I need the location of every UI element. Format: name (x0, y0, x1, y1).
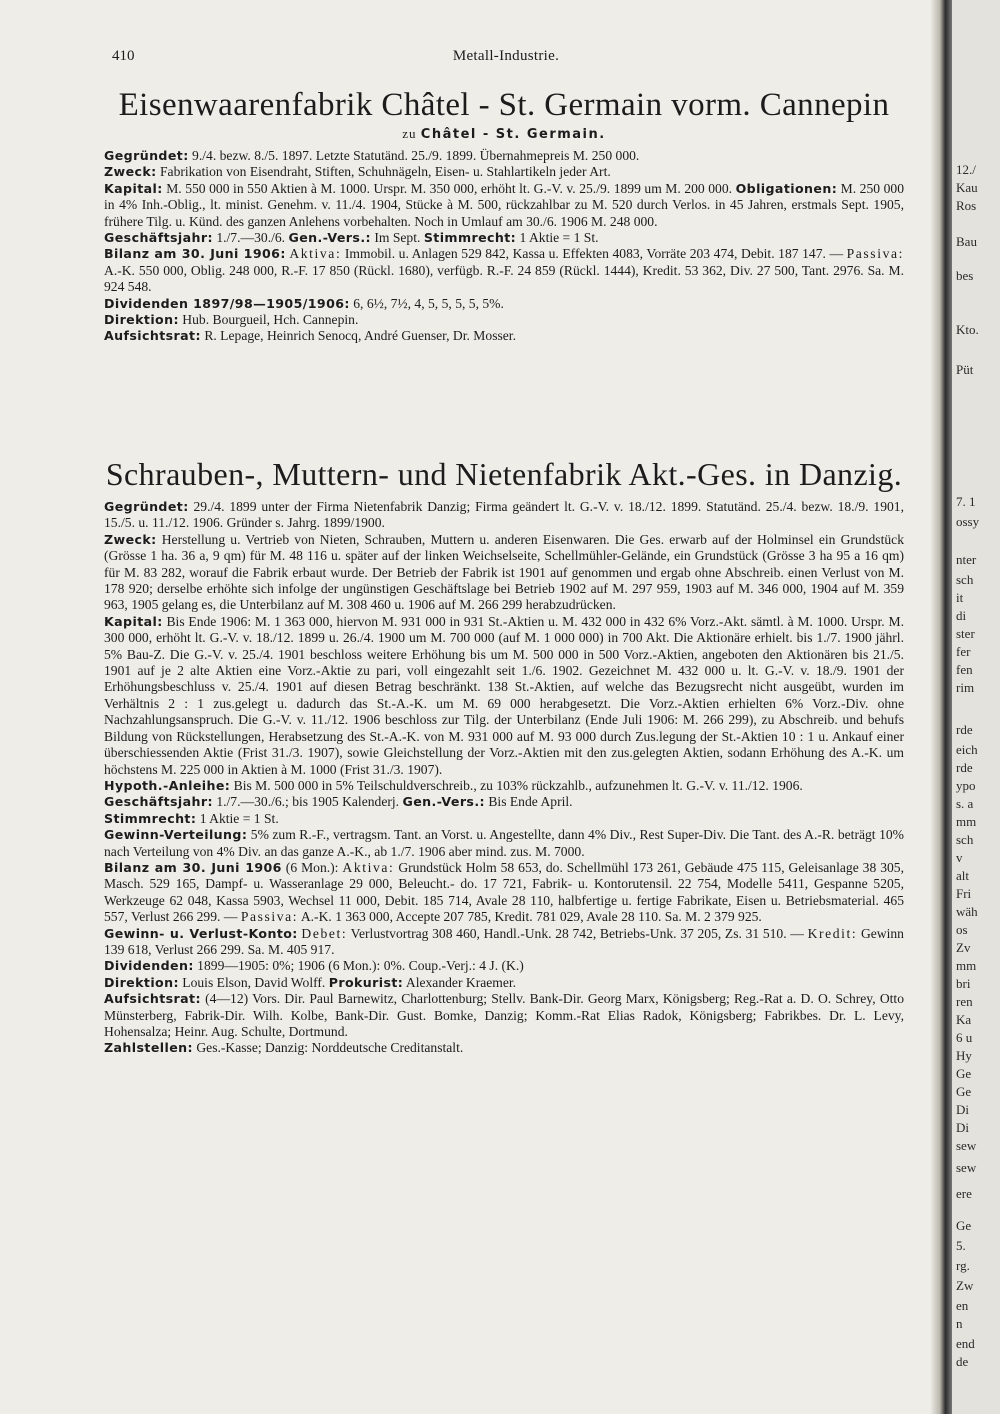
adjacent-page-text: ster (956, 626, 975, 641)
entry-geschaeftsjahr: Geschäftsjahr: 1./7.—30./6.; bis 1905 Kalenderj. Gen.-Vers.: Bis Ende April. (104, 794, 573, 810)
adjacent-page-text: fen (956, 662, 973, 677)
entry-zweck: Zweck: Fabrikation von Eisendraht, Stiften, Schuhnägeln, Eisen- u. Stahlartikeln jeder Art. (104, 164, 611, 180)
adjacent-page-text: sew (956, 1138, 977, 1153)
adjacent-page-text: v (956, 850, 963, 865)
adjacent-page-text: Di (956, 1102, 969, 1117)
adjacent-page-text: bes (956, 268, 974, 283)
adjacent-page-text: de (956, 1354, 969, 1369)
adjacent-page-text: sch (956, 572, 974, 587)
entry-gegruendet: Gegründet: 9./4. bezw. 8./5. 1897. Letzte Statutänd. 25./9. 1899. Übernahmepreis M. 250 000. (104, 148, 640, 163)
entry-aufsichtsrat: Aufsichtsrat: (4—12) Vors. Dir. Paul Barnewitz, Charlottenburg; Stellv. Bank-Dir. Georg Marx, Königsberg; Reg.-Rat a. D. O. Schrey, Otto Münsterberg, Fabrik-Dir. Wilh. Kolbe, Bank-Dir. Gust. Bomke, Danzig; Komm.-Rat Elias Radok, Königsberg; Fabrikbes. Dr. L. Levy, Hohensalza; Heinr. Aug. Schulte, Dortmund. (104, 991, 904, 1039)
entry-kapital: Kapital: M. 550 000 in 550 Aktien à M. 1000. Urspr. M. 350 000, erhöht lt. G.-V. v. 25./9. 1899 um M. 200 000. Obligationen: M. 250 000 in 4% Inh.-Oblig., lt. minist. Genehm. v. 11./4. 1904, Stücke à M. 500, rückzahlbar zu M. 520 durch Verlos. in 45 Jahren, erstmals Sept. 1905, frühere Tilg. u. Künd. des ganzen Anlehens vorbehalten. Noch in Umlauf am 30./6. 1906 M. 248 000. (104, 180, 904, 229)
adjacent-page-text: ren (956, 994, 973, 1009)
page-number: 410 (112, 48, 135, 64)
adjacent-page-text: it (956, 590, 964, 605)
adjacent-page-text: 12./ (956, 162, 976, 177)
adjacent-page-text: rde (956, 760, 973, 775)
entry-stimmrecht: Stimmrecht: 1 Aktie = 1 St. (104, 810, 279, 826)
adjacent-page-text: bri (956, 976, 971, 991)
adjacent-page-text: ossy (956, 514, 980, 529)
adjacent-page-text: sew (956, 1160, 977, 1175)
entry-dividenden: Dividenden: 1899—1905: 0%; 1906 (6 Mon.): 0%. Coup.-Verj.: 4 J. (K.) (104, 958, 524, 974)
company-title: Eisenwaarenfabrik Châtel - St. Germain vorm. Cannepin (118, 87, 890, 123)
adjacent-page-text: n (956, 1316, 963, 1331)
company-subtitle (104, 126, 904, 142)
adjacent-page-text: rim (956, 680, 975, 695)
adjacent-page-text: os (956, 922, 968, 937)
adjacent-page-text: ypo (956, 778, 976, 793)
adjacent-page-text: Ge (956, 1066, 972, 1081)
entry-aufsichtsrat: Aufsichtsrat: R. Lepage, Heinrich Senocq, André Guenser, Dr. Mosser. (104, 328, 516, 344)
adjacent-page-text: Kau (956, 180, 978, 195)
adjacent-page-text: 5. (956, 1238, 966, 1253)
adjacent-page-text: Püt (956, 362, 974, 377)
adjacent-page-text: rde (956, 722, 973, 737)
subtitle-prefix: zu (402, 126, 417, 141)
entry-gewinn-verteilung: Gewinn-Verteilung: 5% zum R.-F., vertragsm. Tant. an Vorst. u. Angestellte, dann 4% Div., Rest Super-Div. Die Tant. des A.-R. beträgt 10% nach Verteilung von 4% Div. an das ganze A.-K., ab 1./7. 1906 aber mind. zus. M. 7000. (104, 827, 904, 859)
adjacent-page-text: eich (956, 742, 978, 757)
adjacent-page-text: Fri (956, 886, 972, 901)
adjacent-page-text: Zv (956, 940, 971, 955)
entry-bilanz: Bilanz am 30. Juni 1906 (6 Mon.): Aktiva: Grundstück Holm 58 653, do. Schellmühl 173 261, Gebäude 475 115, Geleisanlage 38 305, Masch. 529 165, Dampf- u. Wasseranlage 29 000, Beleucht.- do. 17 721, Fabrik- u. Kontorutensil. 22 754, Modelle 5411, Gespanne 5205, Werkzeuge 62 048, Kassa 5903, Wechsel 11 000, Debit. 185 714, Avale 28 110, halbfertige u. fertige Fabrikate, Eisen u. Betriebsmaterial. 465 557, Verlust 266 299. — Passiva: A.-K. 1 363 000, Accepte 207 785, Kredit. 781 029, Avale 28 110. Sa. M. 2 379 925. (104, 859, 904, 925)
adjacent-page-text: Ros (956, 198, 977, 213)
adjacent-page-text: Ge (956, 1084, 972, 1099)
adjacent-page-text: mm (956, 958, 977, 973)
entry-direktion: Direktion: Hub. Bourgueil, Hch. Cannepin. (104, 312, 359, 328)
entry-dividenden: Dividenden 1897/98—1905/1906: 6, 6½, 7½, 4, 5, 5, 5, 5, 5%. (104, 295, 504, 311)
adjacent-page-text: alt (956, 868, 969, 883)
adjacent-page-text: en (956, 1298, 969, 1313)
page-header (106, 48, 906, 72)
entry-hypoth-anleihe: Hypoth.-Anleihe: Bis M. 500 000 in 5% Teilschuldverschreib., zu 103% rückzahlb., aufzunehmen lt. G.-V. v. 11./12. 1906. (104, 777, 803, 793)
entry-zweck: Zweck: Herstellung u. Vertrieb von Nieten, Schrauben, Muttern u. anderen Eisenwaren. Die Ges. erwarb auf der Holminsel ein Grundstück (Grösse 1 ha. 36 a, 9 qm) für M. 48 116 u. später auf der linken Weichselseite, Schellmühler-Gelände, ein Grundstück (Grösse 3 ha 95 a 16 qm) für M. 83 282, worauf die Fabrik erbaut wurde. Der Betrieb der Fabrik ist 1901 auf genommen und ergab ohne Abschreib. einen Verlust von M. 178 920; derselbe erhöhte sich infolge der ungünstigen Geschäftslage bei Betrieb 1902 auf M. 297 959, 1903 auf M. 346 000, 1904 auf M. 359 963, 1905 gelang es, die Unterbilanz auf M. 308 460 u. 1906 auf M. 266 299 herabzudrücken. (104, 531, 904, 613)
adjacent-page-text: s. a (956, 796, 974, 811)
adjacent-page-fragment (952, 0, 1000, 1414)
adjacent-page-text: wäh (956, 904, 978, 919)
adjacent-page-text: end (956, 1336, 975, 1351)
adjacent-page-text: Hy (956, 1048, 972, 1063)
adjacent-page-text: ere (956, 1186, 972, 1201)
subtitle-place: Châtel - St. Germain. (420, 127, 606, 142)
adjacent-page-text: di (956, 608, 967, 623)
entry-gewinn-verlust: Gewinn- u. Verlust-Konto: Debet: Verlustvortrag 308 460, Handl.-Unk. 28 742, Betriebs-Unk. 37 205, Zs. 31 510. — Kredit: Gewinn 139 618, Verlust 266 299. Sa. M. 405 917. (104, 925, 904, 957)
adjacent-page-text: Di (956, 1120, 969, 1135)
adjacent-page-text: nter (956, 552, 977, 567)
adjacent-page-text: 6 u (956, 1030, 973, 1045)
entry-kapital: Kapital: Bis Ende 1906: M. 1 363 000, hiervon M. 931 000 in 931 St.-Aktien u. M. 432 000 in 432 6% Vorz.-Akt. sämtl. à M. 1000. Urspr. M. 300 000, erhöht lt. G.-V. v. 18./12. 1899 u. 26./4. 1900 um M. 700 000 (auf M. 1 000 000) in 700 Akt. Die Aktionäre erhielt. bis 1./7. 1900 jährl. 5% Bau-Z. Die G.-V. v. 25./4. 1901 beschloss weitere Erhöhung bis um M. 500 000 in 500 Vorz.-Aktien, angeboten den Aktionären bis 21./5. 1901 auf je 2 alte Aktien eine Vorz.-Aktie zu pari, voll eingezahlt seit 1./6. 1902. Gezeichnet M. 432 000 u. lt. G.-V. v. 18./9. 1901 der Erhöhungsbeschluss v. 25./4. 1901 auf diesen Betrag beschränkt. 138 St.-Aktien, auf welche das Bezugsrecht nicht ausgeübt, wurden im Verhältnis 2 : 1 zus.gelegt u. dadurch das St.-A.-K. um M. 69 000 herabgesetzt. Die Vorz.-Aktien erhielten 6% Vorz.-Div. ohne Nachzahlungsanspruch. Die G.-V. v. 11./12. 1906 beschloss zur Tilg. der Unterbilanz (Ende Juli 1906: M. 266 299), zu Abschreib. und behufs Bildung von Rückstellungen, Herabsetzung des St.-A.-K. von M. 931 000 auf M. 93 000 durch Zus.legung der St.-Aktien 10 : 1 u. Ankauf einer überschiessenden Aktie (Frist 31./3. 1907), sowie Gleichstellung der Vorz.-Aktien mit den zus.gelegten Aktien, sodann Erhöhung des A.-K. um höchstens M. 225 000 in Aktien à M. 1000 (Frist 31./3. 1907). (104, 613, 904, 777)
adjacent-page-text: Ge (956, 1218, 972, 1233)
entry-gegruendet: Gegründet: 29./4. 1899 unter der Firma Nietenfabrik Danzig; Firma geändert lt. G.-V. v. 18./12. 1899. Statutänd. 25./4. bezw. 18./9. 1901, 15./5. u. 11./12. 1906. Gründer s. Jahrg. 1899/1900. (104, 499, 904, 531)
book-gutter-shadow (930, 0, 952, 1414)
adjacent-page-text: mm (956, 814, 977, 829)
running-head: Metall-Industrie. (452, 48, 560, 64)
adjacent-page-text: Zw (956, 1278, 974, 1293)
entry-direktion: Direktion: Louis Elson, David Wolff. Prokurist: Alexander Kraemer. (104, 974, 517, 990)
adjacent-page-text: 7. 1 (956, 494, 976, 509)
company-title: Schrauben-, Muttern- und Nietenfabrik Akt.-Ges. in Danzig. (105, 456, 903, 492)
adjacent-page-text: sch (956, 832, 974, 847)
entry-zahlstellen: Zahlstellen: Ges.-Kasse; Danzig: Norddeutsche Creditanstalt. (104, 1040, 464, 1056)
entry-geschaeftsjahr: Geschäftsjahr: 1./7.—30./6. Gen.-Vers.: Im Sept. Stimmrecht: 1 Aktie = 1 St. (104, 230, 599, 246)
entry-bilanz: Bilanz am 30. Juni 1906: Aktiva: Immobil. u. Anlagen 529 842, Kassa u. Effekten 4083, Vorräte 203 474, Debit. 187 147. — Passiva: A.-K. 550 000, Oblig. 248 000, R.-F. 17 850 (Rückl. 1680), verfügb. R.-F. 24 859 (Rückl. 1444), Kredit. 53 362, Div. 27 500, Tant. 2976. Sa. M. 924 548. (104, 246, 904, 295)
adjacent-page-text: Ka (956, 1012, 972, 1027)
adjacent-page-text: fer (956, 644, 971, 659)
company-entry-chatel (104, 86, 904, 345)
adjacent-page-text: rg. (956, 1258, 970, 1273)
adjacent-page-text: Kto. (956, 322, 979, 337)
company-entry-danzig (104, 455, 904, 1057)
adjacent-page-text: Bau (956, 234, 977, 249)
